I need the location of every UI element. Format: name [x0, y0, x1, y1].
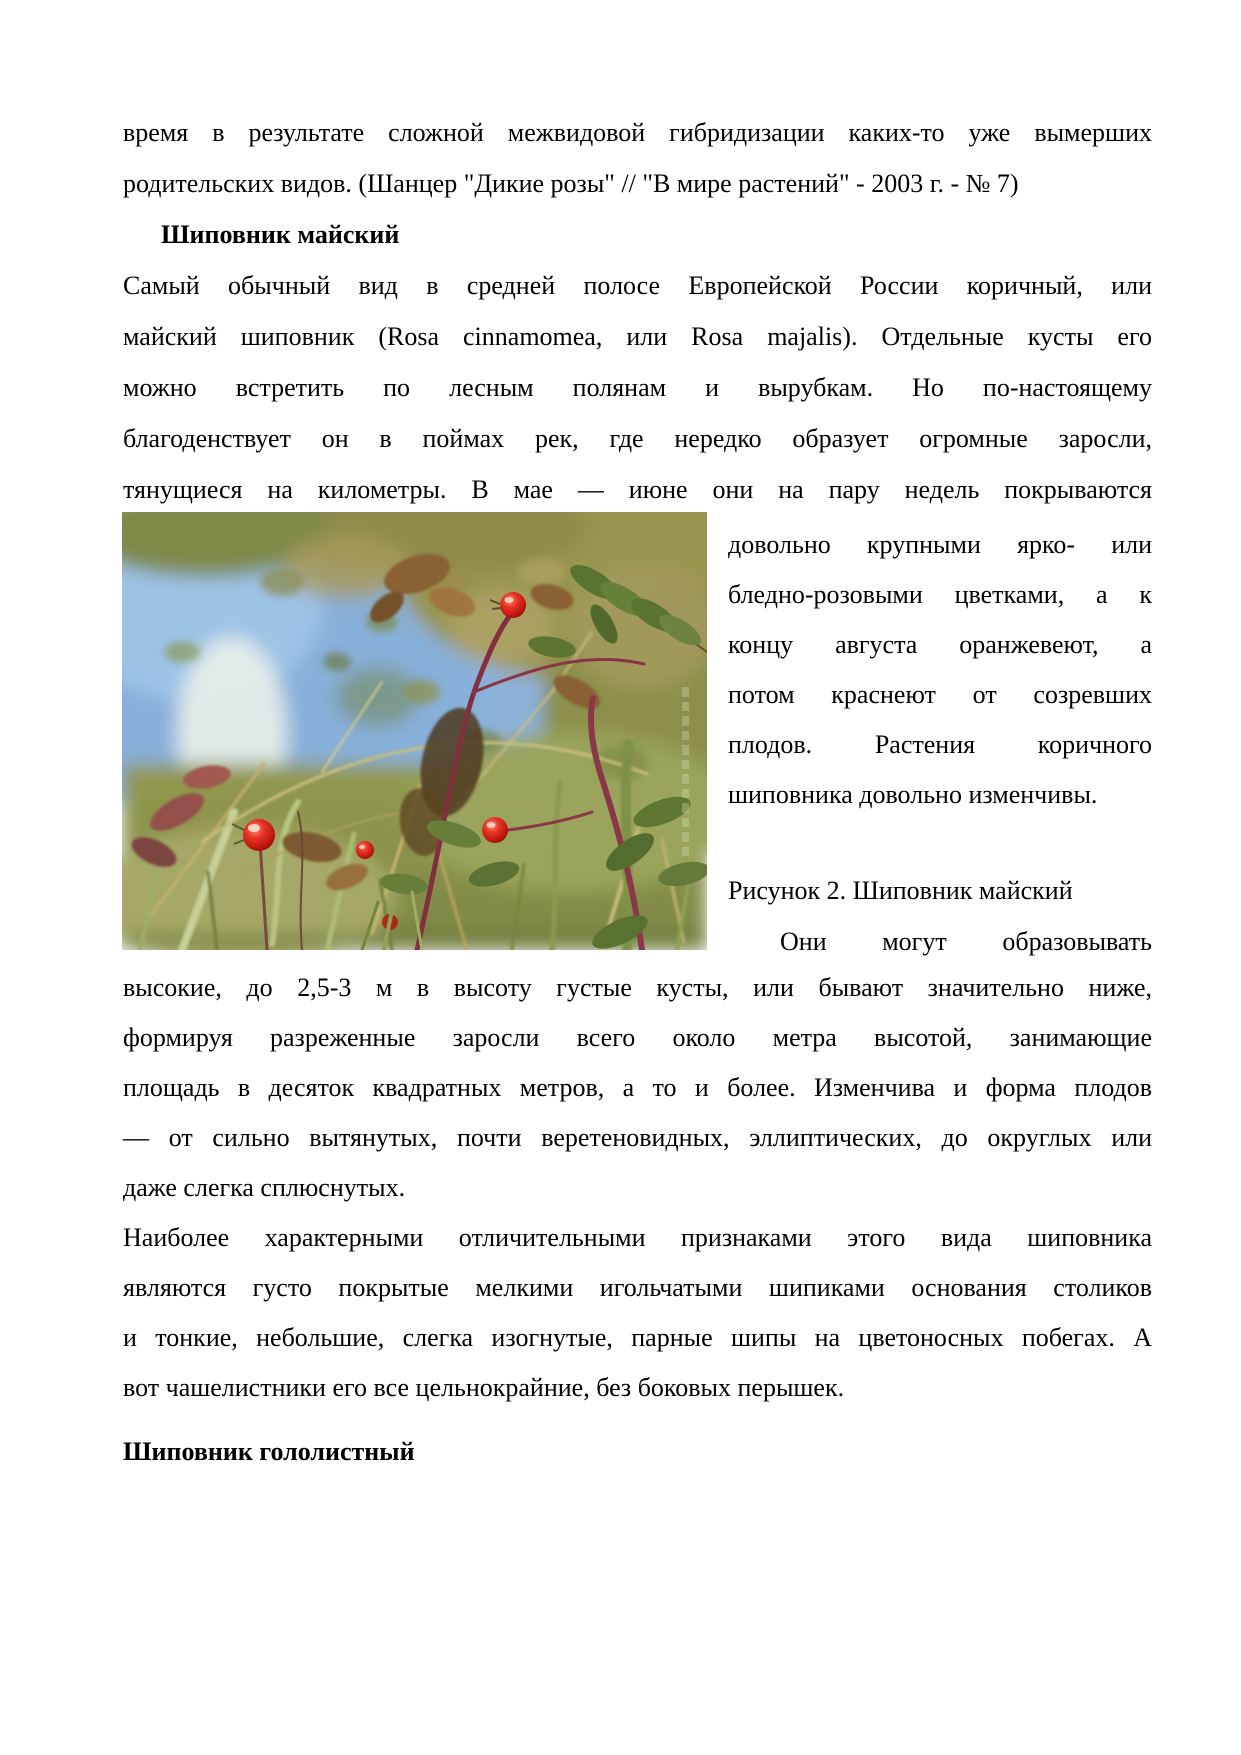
text-line: и тонкие, небольшие, слегка изогнутые, парные шипы на цветоносных побегах. А [123, 1323, 1152, 1352]
paragraph-may [123, 260, 1152, 515]
text-line: высокие, до 2,5-3 м в высоту густые кусты, или бывают значительно ниже, [123, 973, 1152, 1002]
text-line: тянущиеся на километры. В мае — июне они на пару недель покрываются [123, 475, 1152, 504]
paragraph-they-first-line: Они могут образовывать [780, 927, 1152, 956]
figure-caption: Рисунок 2. Шиповник майский [728, 876, 1073, 905]
paragraph-intro [123, 107, 1152, 209]
berry-center-small [356, 841, 374, 859]
paragraph-features [123, 1213, 1152, 1413]
text-line: формируя разреженные заросли всего около метра высотой, занимающие [123, 1023, 1152, 1052]
text-line: благоденствует он в поймах рек, где нередко образует огромные заросли, [123, 424, 1152, 453]
text-line: потом краснеют от созревших [728, 680, 1152, 709]
text-line: даже слегка сплюснутых. [123, 1173, 406, 1202]
text-line: плодов. Растения коричного [728, 730, 1152, 759]
text-line: Самый обычный вид в средней полосе Европейской России коричный, или [123, 271, 1152, 300]
text-line: можно встретить по лесным полянам и вырубкам. Но по-настоящему [123, 373, 1152, 402]
berry-right [482, 817, 508, 843]
rosehip-photo [122, 512, 707, 950]
text-block-lower [123, 963, 1152, 1477]
text-line: концу августа оранжевеют, а [728, 630, 1152, 659]
text-line: шиповника довольно изменчивы. [728, 780, 1098, 809]
text-line: — от сильно вытянутых, почти веретеновидных, эллиптических, до округлых или [123, 1123, 1152, 1152]
text-column-right-of-photo [728, 520, 1152, 820]
text-line: являются густо покрытые мелкими игольчатыми шипиками основания столиков [123, 1273, 1152, 1302]
paragraph-they [123, 963, 1152, 1213]
heading-shipovnik-gololistny: Шиповник гололистный [123, 1437, 415, 1466]
heading-shipovnik-maysky: Шиповник майский [161, 220, 400, 249]
text-line: довольно крупными ярко- или [728, 530, 1152, 559]
text-block-top [123, 107, 1152, 515]
rosehip-photo-illustration [122, 512, 707, 950]
text-line: площадь в десяток квадратных метров, а то и более. Изменчива и форма плодов [123, 1073, 1152, 1102]
text-line: Наиболее характерными отличительными признаками этого вида шиповника [123, 1223, 1152, 1252]
text-line: вот чашелистники его все цельнокрайние, без боковых перышек. [123, 1373, 845, 1402]
text-line: майский шиповник (Rosa cinnamomea, или Rosa majalis). Отдельные кусты его [123, 322, 1152, 351]
text-line: время в результате сложной межвидовой гибридизации каких-то уже вымерших [123, 118, 1152, 147]
text-line: бледно-розовыми цветками, а к [728, 580, 1152, 609]
text-line: родительских видов. (Шанцер "Дикие розы" // "В мире растений" - 2003 г. - № 7) [123, 169, 1019, 198]
